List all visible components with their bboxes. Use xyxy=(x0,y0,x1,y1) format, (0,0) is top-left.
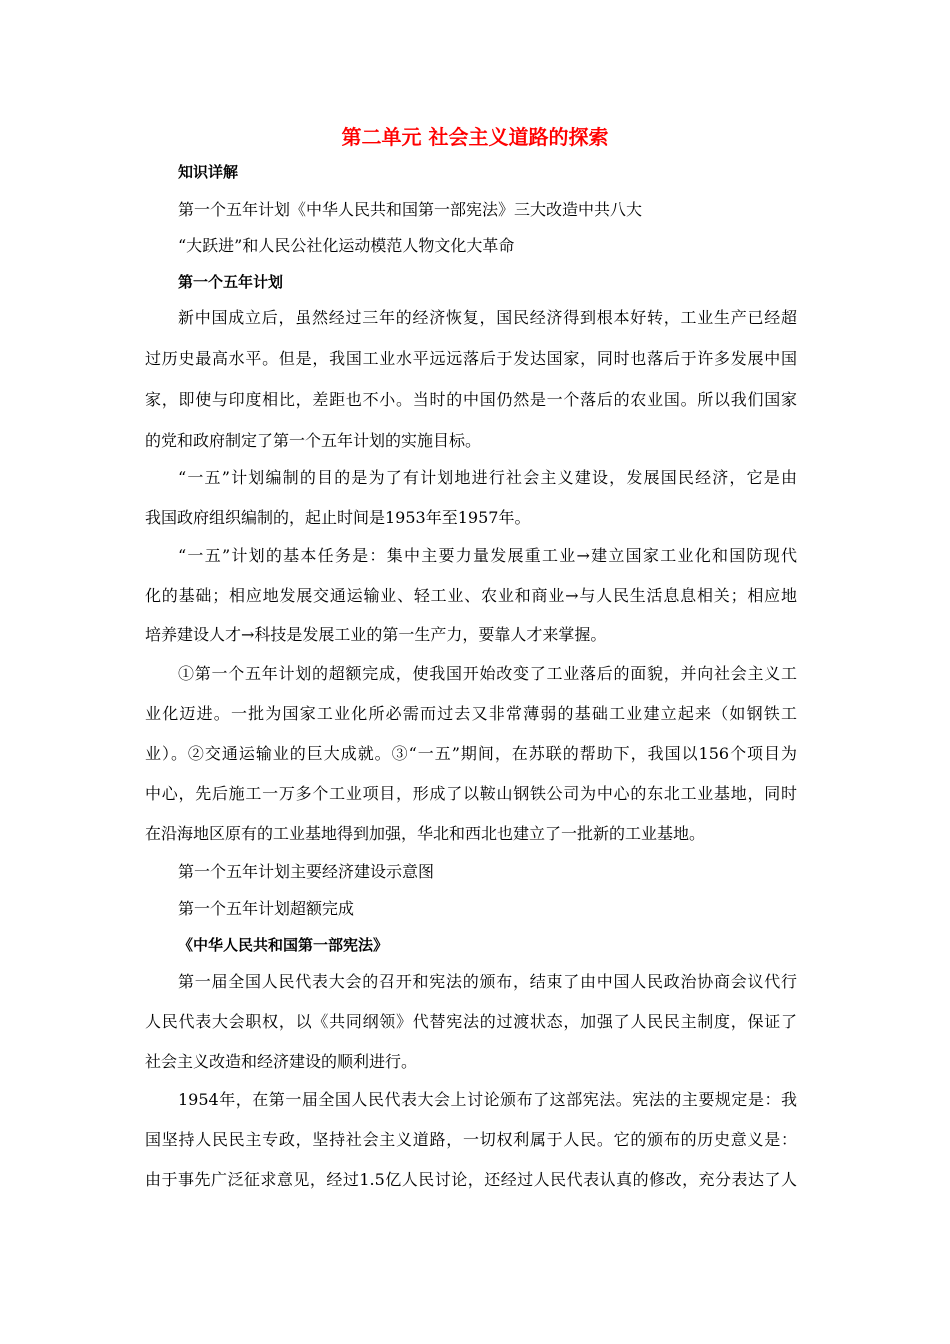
paragraph-line: 我国政府组织编制的，起止时间是1953年至1957年。 xyxy=(145,508,531,527)
section-heading-first-plan: 第一个五年计划 xyxy=(178,273,284,291)
topics-line-1: 第一个五年计划《中华人民共和国第一部宪法》三大改造中共八大 xyxy=(178,200,643,219)
paragraph-line: 新中国成立后，虽然经过三年的经济恢复，国民经济得到根本好转，工业生产已经超 xyxy=(178,308,797,327)
paragraph-line: 家，即使与印度相比，差距也不小。当时的中国仍然是一个落后的农业国。所以我们国家 xyxy=(145,390,797,409)
paragraph-line: “一五”计划编制的目的是为了有计划地进行社会主义建设，发展国民经济，它是由 xyxy=(178,468,797,487)
section-heading-constitution: 《中华人民共和国第一部宪法》 xyxy=(178,936,389,954)
paragraph-line: 在沿海地区原有的工业基地得到加强，华北和西北也建立了一批新的工业基地。 xyxy=(145,824,706,843)
paragraph-line: “一五”计划的基本任务是：集中主要力量发展重工业→建立国家工业化和国防现代 xyxy=(178,546,797,565)
paragraph-line: 的党和政府制定了第一个五年计划的实施目标。 xyxy=(145,431,482,450)
paragraph-line: 由于事先广泛征求意见，经过1.5亿人民讨论，还经过人民代表认真的修改，充分表达了人 xyxy=(145,1170,797,1189)
paragraph-line: 业化迈进。一批为国家工业化所必需而过去又非常薄弱的基础工业建立起来（如钢铁工 xyxy=(145,704,797,723)
topics-line-2: “大跃进”和人民公社化运动模范人物文化大革命 xyxy=(178,236,515,255)
page-title: 第二单元 社会主义道路的探索 xyxy=(341,125,609,149)
paragraph-line: 国坚持人民民主专政，坚持社会主义道路，一切权利属于人民。它的颁布的历史意义是： xyxy=(145,1130,797,1149)
paragraph-line: 业）。②交通运输业的巨大成就。③“一五”期间，在苏联的帮助下，我国以156个项目为 xyxy=(145,744,797,763)
paragraph-line: 社会主义改造和经济建设的顺利进行。 xyxy=(145,1052,418,1071)
paragraph-line: 中心，先后施工一万多个工业项目，形成了以鞍山钢铁公司为中心的东北工业基地，同时 xyxy=(145,784,797,803)
paragraph-line: 过历史最高水平。但是，我国工业水平远远落后于发达国家，同时也落后于许多发展中国 xyxy=(145,349,797,368)
paragraph-line: 1954年，在第一届全国人民代表大会上讨论颁布了这部宪法。宪法的主要规定是：我 xyxy=(178,1090,797,1109)
paragraph-line: 化的基础；相应地发展交通运输业、轻工业、农业和商业→与人民生活息息相关；相应地 xyxy=(145,586,797,605)
section-heading-knowledge: 知识详解 xyxy=(178,163,239,181)
paragraph-line: 第一届全国人民代表大会的召开和宪法的颁布，结束了由中国人民政治协商会议代行 xyxy=(178,972,797,991)
figure-caption: 第一个五年计划超额完成 xyxy=(178,899,355,918)
figure-caption: 第一个五年计划主要经济建设示意图 xyxy=(178,862,435,881)
paragraph-line: ①第一个五年计划的超额完成，使我国开始改变了工业落后的面貌，并向社会主义工 xyxy=(178,664,797,683)
paragraph-line: 人民代表大会职权，以《共同纲领》代替宪法的过渡状态，加强了人民民主制度，保证了 xyxy=(145,1012,797,1031)
paragraph-line: 培养建设人才→科技是发展工业的第一生产力，要靠人才来掌握。 xyxy=(145,625,607,644)
